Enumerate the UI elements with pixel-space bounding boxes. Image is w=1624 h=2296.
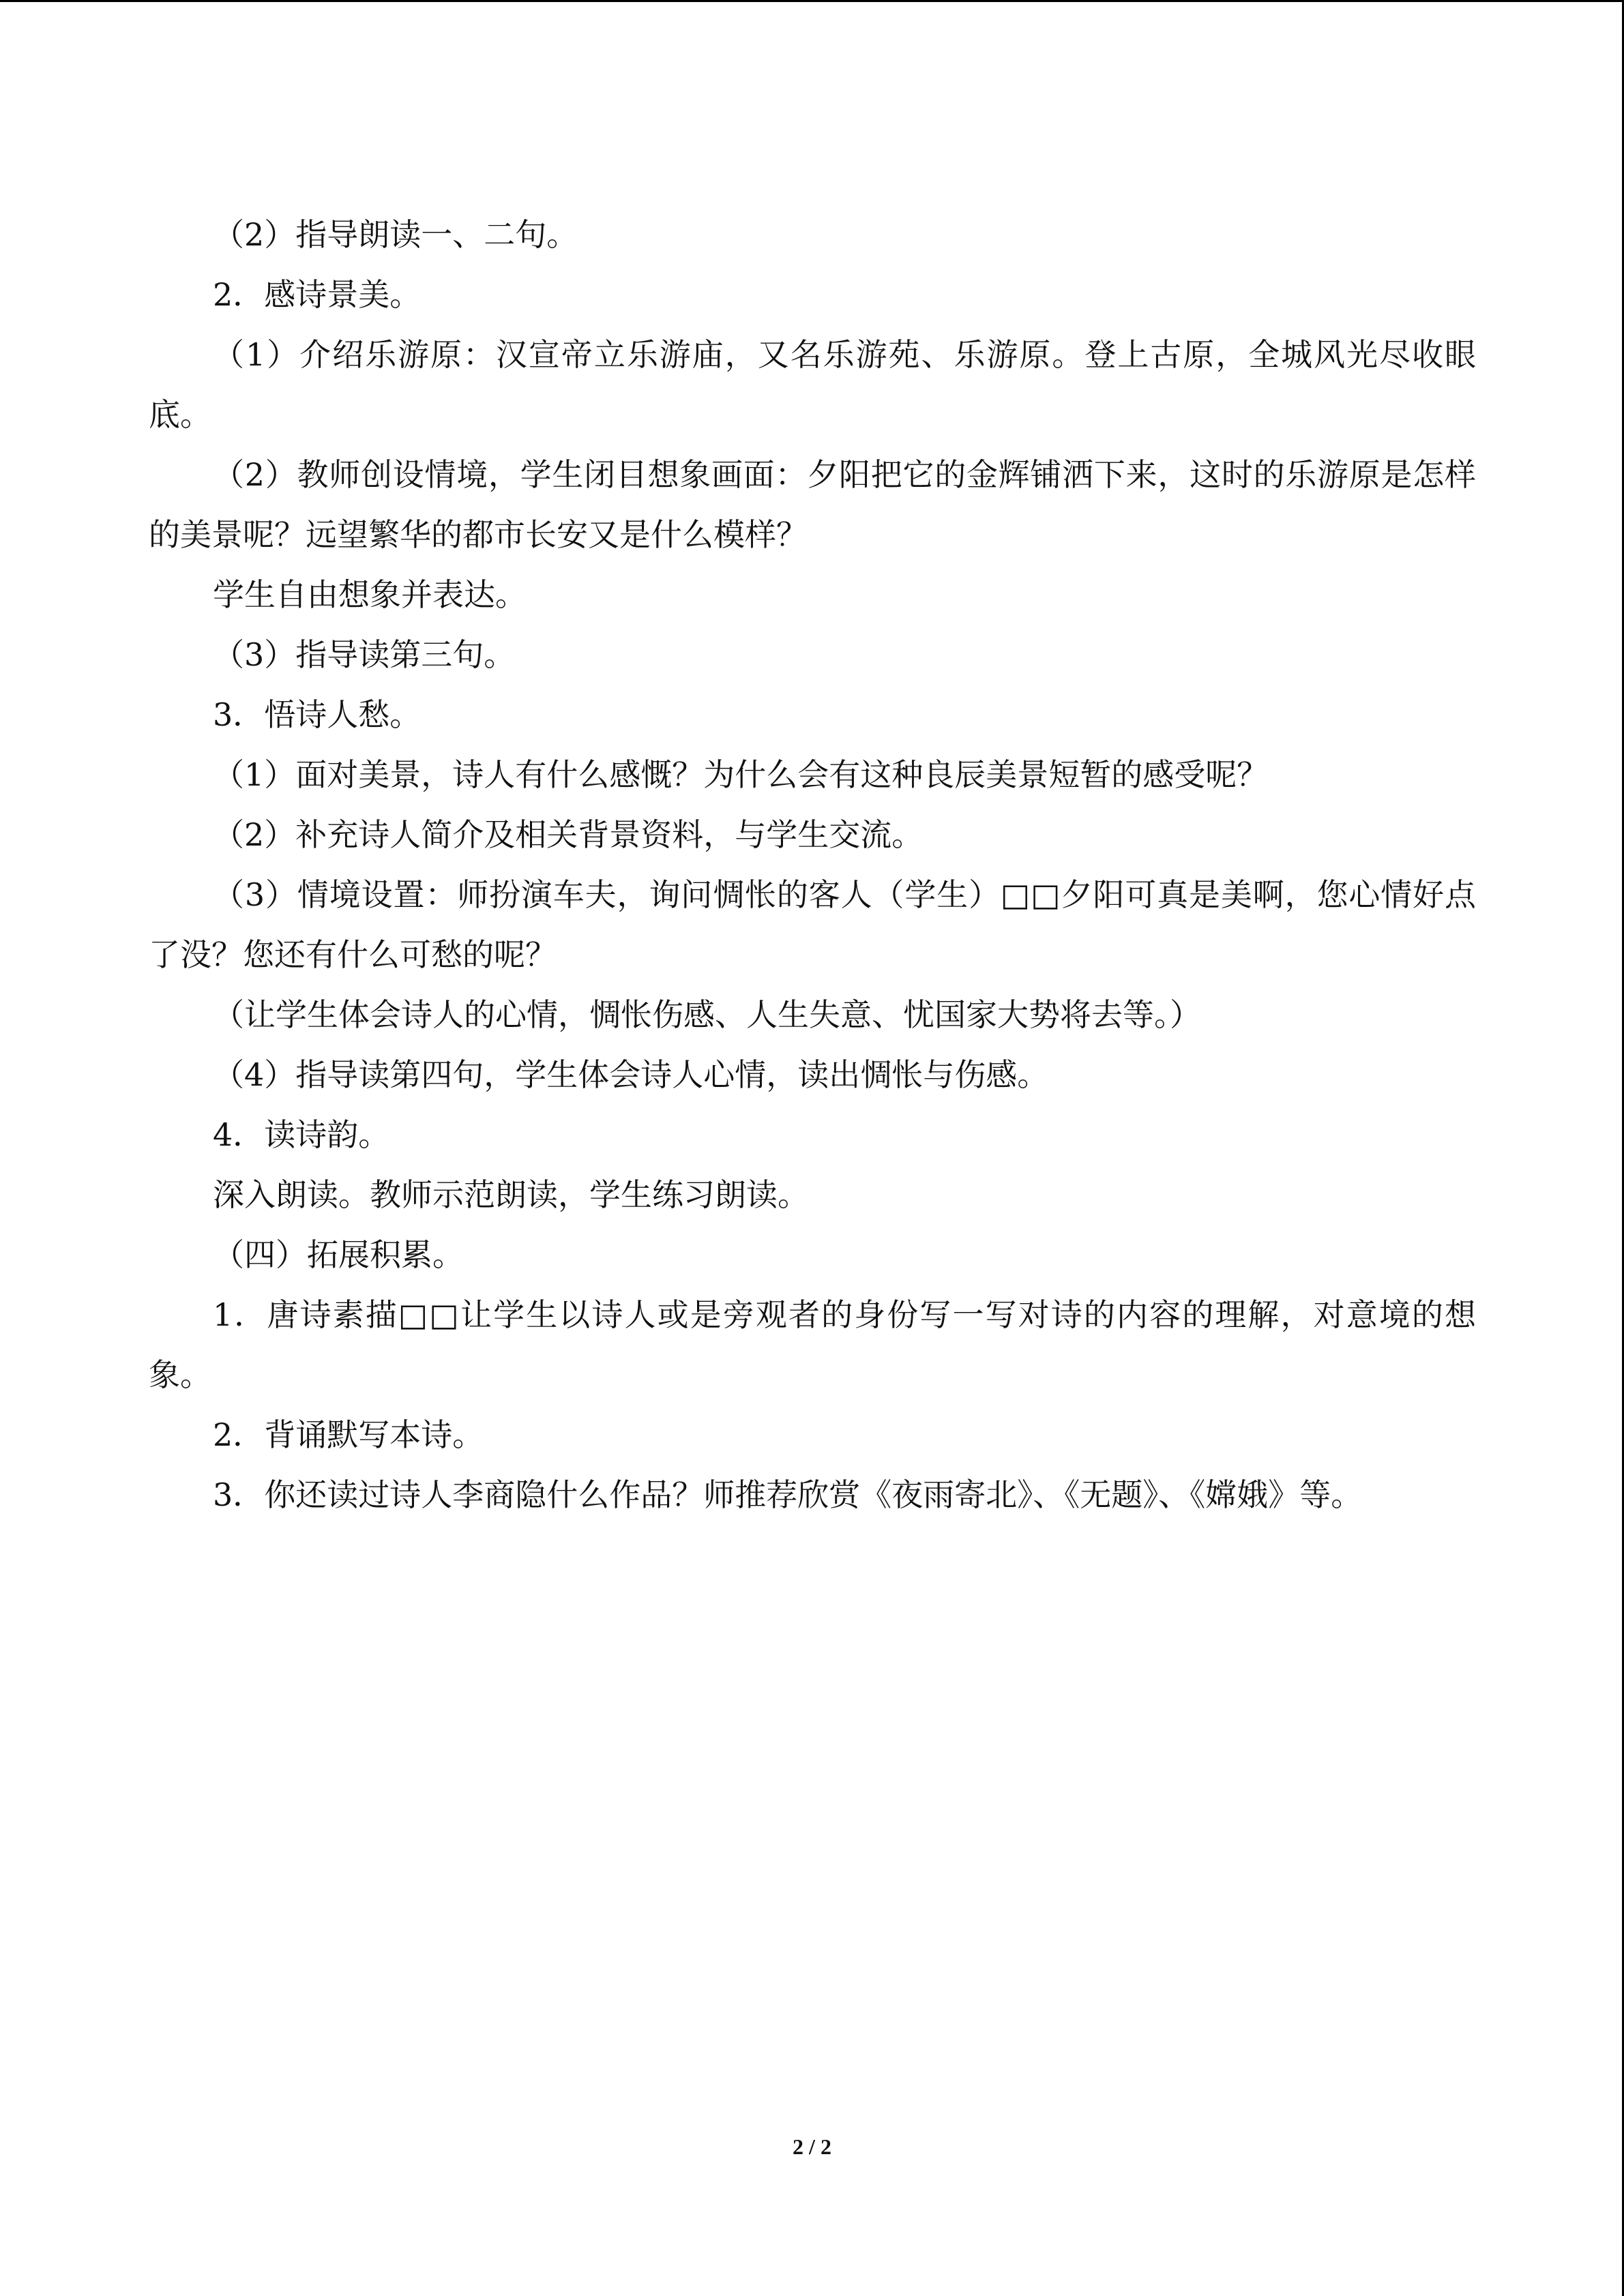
paragraph-introduce-leyouyuan: （1）介绍乐游原：汉宣帝立乐游庙，又名乐游苑、乐游原。登上古原，全城风光尽收眼底。	[149, 336, 1476, 433]
paragraph-facing-scenery: （1）面对美景，诗人有什么感慨？为什么会有这种良辰美景短暂的感受呢？	[213, 756, 1269, 793]
paragraph-tang-poem-sketch: 1．唐诗素描□□让学生以诗人或是旁观者的身份写一写对诗的内容的理解，对意境的想象。	[149, 1296, 1476, 1393]
paragraph-other-works: 3．你还读过诗人李商隐什么作品？师推荐欣赏《夜雨寄北》、《无题》、《嫦娥》等。	[213, 1476, 1363, 1513]
page-top-border	[0, 0, 1624, 2]
page-number: 2 / 2	[793, 2134, 831, 2159]
paragraph-section-poet-sorrow: 3．悟诗人愁。	[213, 696, 422, 733]
paragraph-section-read-rhyme: 4．读诗韵。	[213, 1116, 390, 1153]
paragraph-guide-read-lines: （2）指导朗读一、二句。	[213, 216, 578, 253]
paragraph-deep-reading: 深入朗读。教师示范朗读，学生练习朗读。	[213, 1176, 809, 1213]
paragraph-scenario-setup: （3）情境设置：师扮演车夫，询问惆怅的客人（学生）□□夕阳可真是美啊，您心情好点了没？您还有什么可愁的呢？	[149, 876, 1476, 973]
paragraph-feel-poet-mood: （让学生体会诗人的心情，惆怅伤感、人生失意、忧国家大势将去等。）	[213, 996, 1201, 1033]
paragraph-poet-background: （2）补充诗人简介及相关背景资料，与学生交流。	[213, 816, 924, 853]
document-body	[149, 205, 1476, 1525]
paragraph-section-extension: （四）拓展积累。	[213, 1236, 464, 1273]
paragraph-section-feel-scenery: 2．感诗景美。	[213, 276, 422, 313]
paragraph-guide-read-third: （3）指导读第三句。	[213, 636, 516, 673]
paragraph-create-scenario: （2）教师创设情境，学生闭目想象画面：夕阳把它的金辉铺洒下来，这时的乐游原是怎样的美景呢？远望繁华的都市长安又是什么模样？	[149, 456, 1476, 553]
paragraph-guide-read-fourth: （4）指导读第四句，学生体会诗人心情，读出惆怅与伤感。	[213, 1056, 1049, 1093]
paragraph-students-imagine: 学生自由想象并表达。	[213, 576, 527, 613]
paragraph-recite-write: 2．背诵默写本诗。	[213, 1416, 484, 1453]
